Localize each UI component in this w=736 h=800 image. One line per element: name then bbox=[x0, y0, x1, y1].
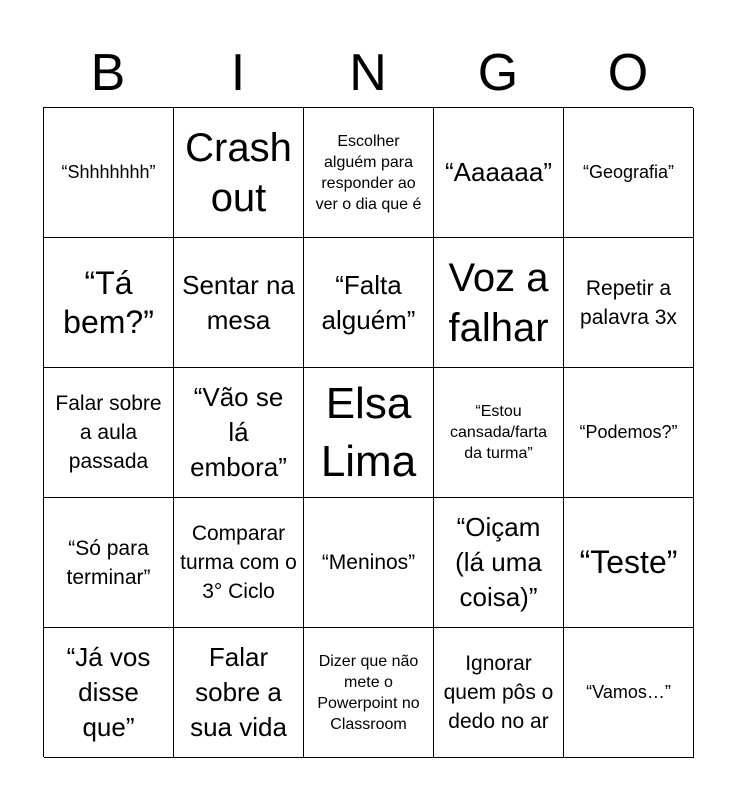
bingo-cell[interactable] bbox=[174, 628, 304, 758]
header-letter-n: N bbox=[349, 44, 387, 102]
cell-text: “Falta alguém” bbox=[321, 269, 416, 335]
cell-text: Falar sobre a aula passada bbox=[55, 392, 162, 473]
header-letter-g: G bbox=[477, 44, 519, 102]
cell-text: Escolher alguém para responder ao ver o dia que é bbox=[315, 132, 422, 213]
bingo-cell[interactable] bbox=[44, 238, 174, 368]
bingo-cell[interactable] bbox=[564, 368, 694, 498]
cell-text: “Vão se lá embora” bbox=[190, 382, 287, 482]
cell-text: “Meninos” bbox=[321, 551, 416, 574]
bingo-grid bbox=[43, 107, 693, 757]
cell-text: “Estou cansada/farta da turma” bbox=[450, 403, 547, 462]
cell-text: Ignorar quem pôs o dedo no ar bbox=[443, 652, 554, 733]
header-letter-b: B bbox=[90, 44, 126, 102]
cell-text: Sentar na mesa bbox=[182, 269, 295, 335]
bingo-cell[interactable] bbox=[434, 368, 564, 498]
cell-text: Voz a falhar bbox=[448, 255, 549, 350]
cell-text: “Shhhhhhh” bbox=[61, 162, 156, 182]
cell-text: “Só para terminar” bbox=[66, 536, 151, 589]
header-letter-o: O bbox=[607, 44, 649, 102]
bingo-cell[interactable] bbox=[304, 108, 434, 238]
cell-text: Dizer que não mete o Powerpoint no Classroom bbox=[317, 652, 420, 733]
bingo-cell[interactable] bbox=[304, 238, 434, 368]
bingo-cell[interactable] bbox=[174, 498, 304, 628]
bingo-cell[interactable] bbox=[174, 368, 304, 498]
bingo-cell[interactable] bbox=[44, 368, 174, 498]
cell-text: “Aaaaaa” bbox=[445, 157, 552, 187]
bingo-cell[interactable] bbox=[304, 628, 434, 758]
bingo-cell[interactable] bbox=[564, 628, 694, 758]
bingo-cell[interactable] bbox=[434, 108, 564, 238]
bingo-cell[interactable] bbox=[434, 628, 564, 758]
cell-text: Crash out bbox=[185, 125, 292, 220]
bingo-header bbox=[43, 40, 693, 106]
cell-text: “Tá bem?” bbox=[63, 264, 154, 340]
header-letter-i: I bbox=[230, 44, 246, 102]
bingo-cell[interactable] bbox=[564, 238, 694, 368]
bingo-cell[interactable] bbox=[44, 498, 174, 628]
bingo-cell[interactable] bbox=[44, 628, 174, 758]
bingo-cell[interactable] bbox=[434, 498, 564, 628]
cell-text: Elsa Lima bbox=[320, 378, 417, 486]
cell-text: Repetir a palavra 3x bbox=[580, 276, 677, 329]
bingo-cell[interactable] bbox=[434, 238, 564, 368]
cell-text: “Já vos disse que” bbox=[66, 642, 151, 742]
bingo-cell[interactable] bbox=[44, 108, 174, 238]
bingo-cell[interactable] bbox=[174, 108, 304, 238]
cell-text: “Teste” bbox=[579, 544, 678, 580]
cell-text: Falar sobre a sua vida bbox=[190, 642, 287, 742]
bingo-cell[interactable] bbox=[304, 498, 434, 628]
cell-text: “Podemos?” bbox=[579, 422, 678, 442]
cell-text: “Vamos…” bbox=[586, 682, 671, 702]
bingo-cell[interactable] bbox=[564, 498, 694, 628]
bingo-cell[interactable] bbox=[174, 238, 304, 368]
bingo-cell[interactable] bbox=[304, 368, 434, 498]
cell-text: “Geografia” bbox=[582, 162, 675, 182]
bingo-cell[interactable] bbox=[564, 108, 694, 238]
cell-text: “Oiçam (lá uma coisa)” bbox=[455, 512, 542, 612]
cell-text: Comparar turma com o 3° Ciclo bbox=[180, 522, 297, 603]
